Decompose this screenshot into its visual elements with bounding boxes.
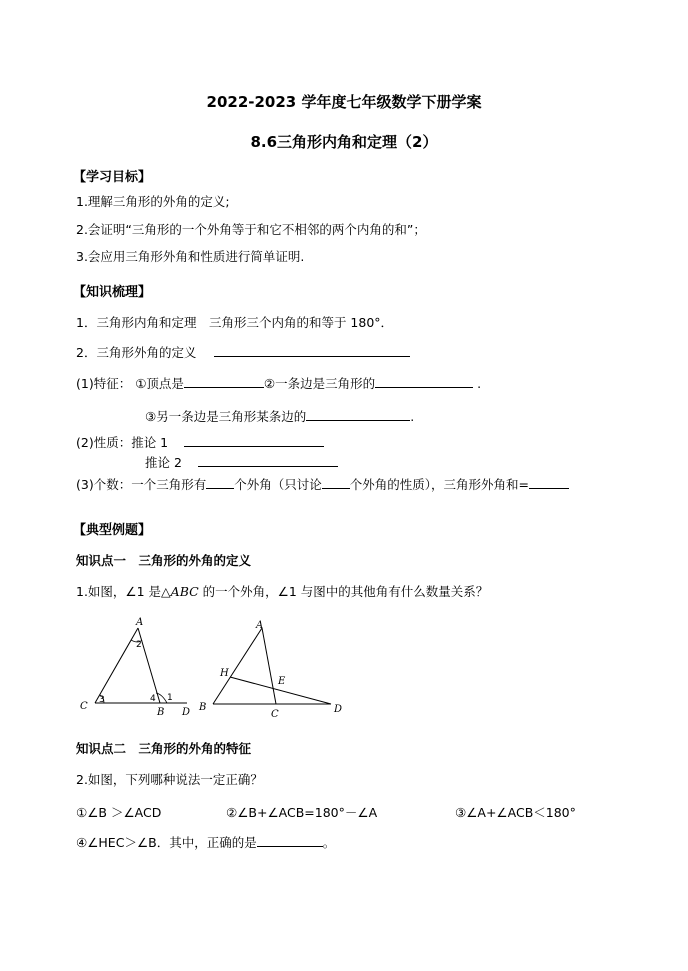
page-title: 2022-2023 学年度七年级数学下册学案 (206, 93, 482, 111)
side-blank[interactable] (375, 375, 473, 388)
fig1-side-ca (95, 628, 138, 703)
vertex-blank[interactable] (184, 375, 264, 388)
feature-vertex: ①顶点是 (135, 376, 184, 391)
fig1-angle-1: 1 (167, 693, 173, 703)
lesson-title: 8.6三角形内角和定理（2） (250, 133, 438, 151)
fig2-label-a: A (256, 620, 264, 631)
period: . (410, 409, 415, 424)
corollary2-label: 推论 2 (145, 455, 182, 470)
knowledge-heading: 【知识梳理】 (73, 285, 152, 300)
count-line (76, 476, 569, 492)
knowledge-line-2 (76, 344, 410, 360)
property-line-1 (76, 434, 324, 450)
feature-other-side: ③另一条边是三角形某条边的 (145, 409, 307, 424)
corollary1-blank[interactable] (184, 434, 324, 447)
fig2-side-ba (213, 628, 262, 704)
goal-item-2: 2.会证明“三角形的一个外角等于和它不相邻的两个内角的和”； (76, 222, 426, 237)
fig1-label-b: B (157, 707, 165, 718)
fig2-label-d: D (334, 704, 343, 715)
count-blank-2[interactable] (322, 476, 350, 489)
fig2-label-b: B (199, 702, 207, 713)
q1-text-b: 的一个外角，∠1 与图中的其他角有什么数量关系？ (198, 584, 489, 599)
fig1-label-d: D (182, 707, 191, 718)
option-4-end: 。 (322, 835, 336, 850)
question-2: 2.如图，下列哪种说法一定正确？ (76, 772, 263, 787)
definition-blank[interactable] (214, 344, 410, 357)
fig1-angle-4: 4 (150, 694, 156, 704)
feature-side: ②一条边是三角形的 (263, 376, 376, 391)
fig2-label-e: E (278, 676, 286, 687)
figure-1-triangle (70, 614, 200, 720)
count-c: 个外角的性质），三角形外角和= (349, 477, 529, 492)
property-label: (2)性质：推论 1 (76, 435, 169, 450)
corollary2-blank[interactable] (198, 454, 338, 467)
count-b: 个外角（只讨论 (234, 477, 322, 492)
goal-item-3: 3.会应用三角形外角和性质进行简单证明. (76, 249, 305, 264)
question-1 (76, 584, 488, 599)
fig1-angle-3: 3 (99, 695, 105, 705)
fig2-side-ac (262, 628, 276, 704)
option-4-line (76, 834, 335, 850)
count-a: (3)个数：一个三角形有 (76, 477, 207, 492)
option-3: ③∠A+∠ACB＜180° (455, 805, 576, 820)
property-line-2 (145, 454, 338, 470)
sum-blank[interactable] (529, 476, 569, 489)
count-blank-1[interactable] (206, 476, 234, 489)
fig1-angle-2: 2 (136, 640, 142, 650)
period: . (477, 376, 482, 391)
fig1-label-a: A (136, 617, 144, 628)
fig2-label-h: H (220, 668, 229, 679)
feature-label: (1)特征： (76, 376, 132, 391)
option-1: ①∠B ＞∠ACD (76, 805, 162, 820)
option-4: ④∠HEC＞∠B．其中，正确的是 (76, 835, 257, 850)
fig2-label-c: C (271, 709, 279, 720)
point1-title: 知识点一 三角形的外角的定义 (76, 553, 252, 568)
other-side-blank[interactable] (306, 408, 410, 421)
definition-label: 2．三角形外角的定义 (76, 345, 197, 360)
point2-title: 知识点二 三角形的外角的特征 (76, 741, 252, 756)
goals-heading: 【学习目标】 (73, 170, 152, 185)
q1-triangle-name: ABC (170, 584, 199, 599)
figure-2-triangle (196, 616, 352, 722)
answer-blank[interactable] (257, 834, 323, 847)
feature-line (76, 375, 481, 391)
goal-item-1: 1.理解三角形的外角的定义; (76, 194, 230, 209)
examples-heading: 【典型例题】 (73, 523, 152, 538)
fig1-label-c: C (80, 701, 88, 712)
option-2: ②∠B+∠ACB=180°－∠A (226, 805, 378, 820)
feature-line-3 (145, 408, 414, 424)
knowledge-line-1: 1．三角形内角和定理 三角形三个内角的和等于 180°． (76, 315, 394, 330)
q1-text-a: 1.如图，∠1 是△ (76, 584, 171, 599)
